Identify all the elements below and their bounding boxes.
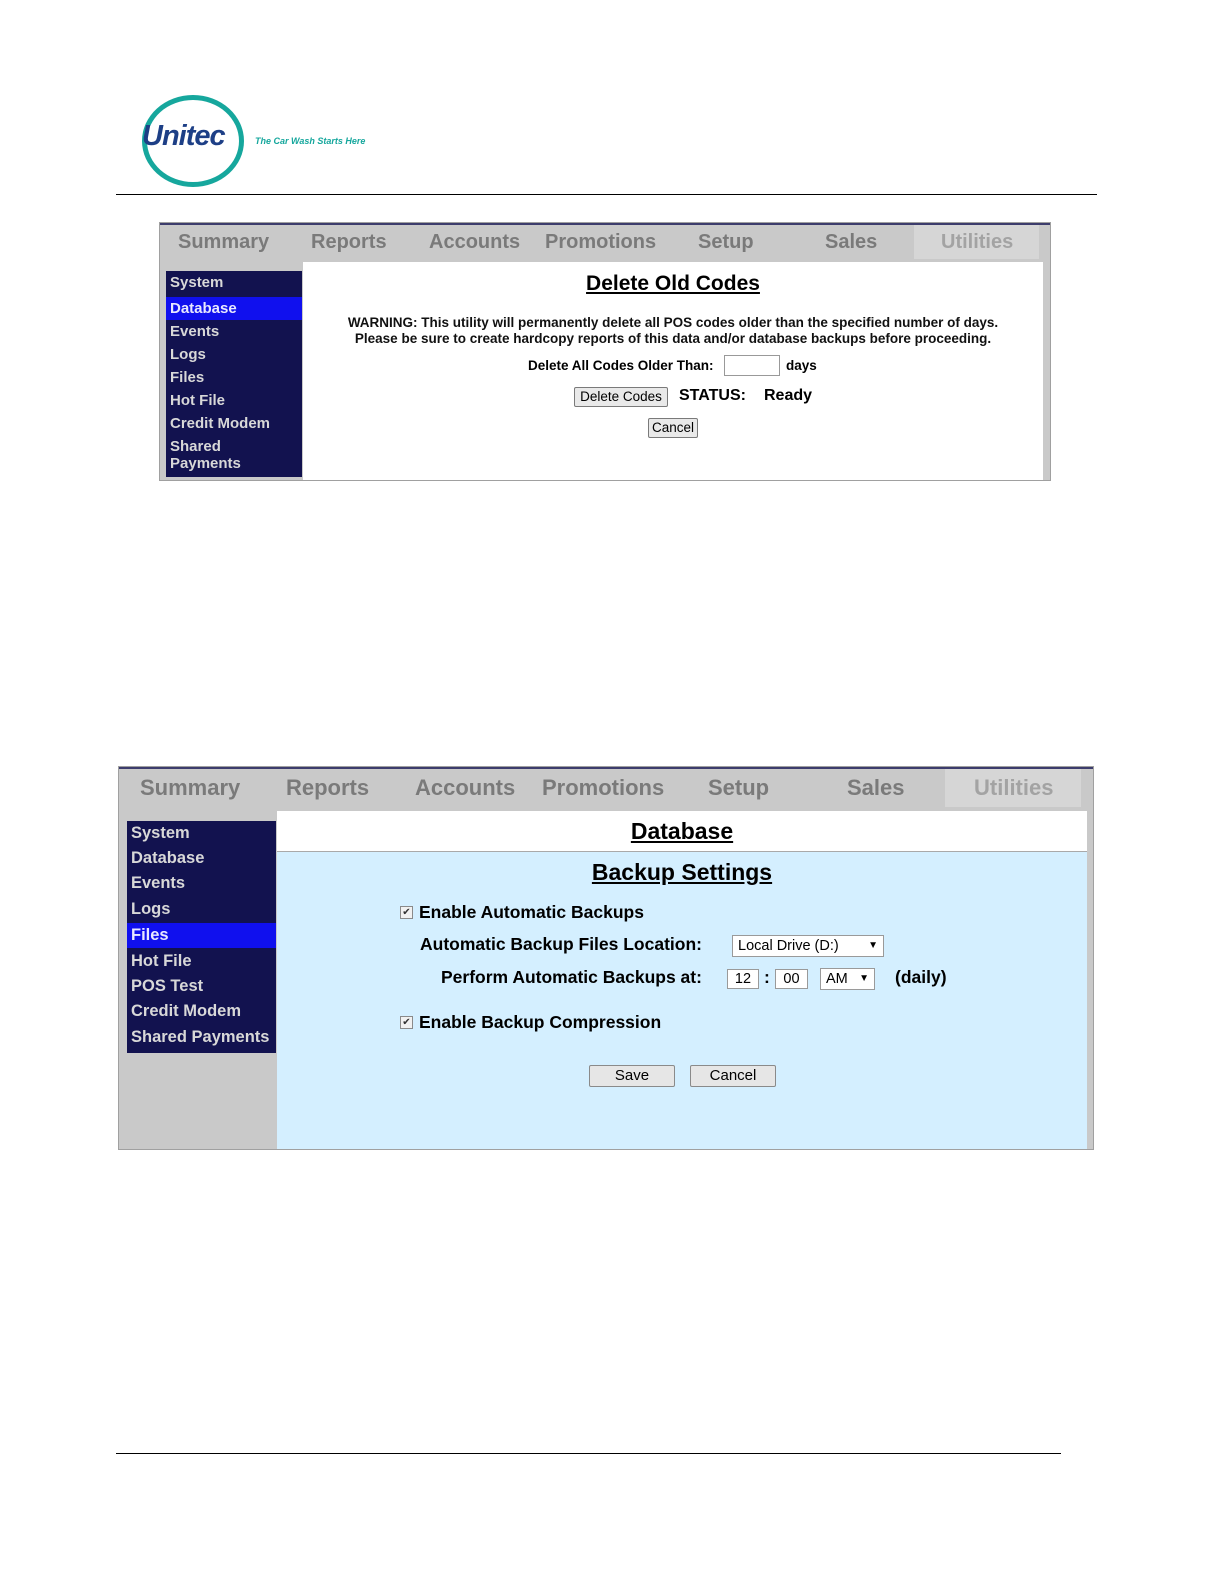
tab-setup[interactable]: Setup	[708, 775, 770, 800]
sidebar-item-system[interactable]: System	[131, 824, 190, 842]
page-title	[277, 811, 1087, 852]
tab-sales[interactable]: Sales	[847, 775, 905, 800]
tab-utilities[interactable]: Utilities	[914, 225, 1039, 259]
daily-label: (daily)	[895, 967, 947, 987]
sidebar-item-hot-file[interactable]: Hot File	[170, 392, 225, 409]
hour-input[interactable]: 12	[727, 969, 759, 989]
tab-promotions[interactable]: Promotions	[545, 231, 657, 253]
sidebar-item-credit-modem[interactable]: Credit Modem	[170, 415, 271, 432]
save-button[interactable]: Save	[589, 1065, 675, 1087]
sidebar-item-pos-test[interactable]: POS Test	[131, 977, 204, 995]
tab-bar	[160, 223, 1050, 259]
enable-backups-label: Enable Automatic Backups	[419, 902, 644, 922]
logo-tagline: The Car Wash Starts Here	[255, 136, 366, 146]
location-label: Automatic Backup Files Location:	[420, 934, 702, 954]
sidebar-item-logs[interactable]: Logs	[131, 900, 171, 918]
ampm-select-value: AM	[826, 971, 848, 987]
location-select-value: Local Drive (D:)	[738, 938, 839, 954]
sidebar-item-shared-payments[interactable]: Shared Payments	[131, 1028, 270, 1046]
tab-accounts[interactable]: Accounts	[415, 775, 516, 800]
days-unit-label: days	[786, 358, 817, 373]
footer-rule	[116, 1453, 1061, 1454]
enable-backups-checkbox[interactable]: ✔	[400, 906, 413, 919]
warning-text-line1: WARNING: This utility will permanently delete all POS codes older than the specified number of days.	[347, 315, 999, 330]
sidebar-item-hot-file[interactable]: Hot File	[131, 952, 192, 970]
tab-utilities[interactable]: Utilities	[945, 769, 1081, 807]
tab-bar	[119, 767, 1093, 803]
older-than-label: Delete All Codes Older Than:	[528, 358, 714, 373]
backup-settings-screenshot	[118, 766, 1094, 1150]
sidebar-item-credit-modem[interactable]: Credit Modem	[131, 1002, 242, 1020]
section-title-text: Backup Settings	[591, 859, 773, 885]
sidebar-item-logs[interactable]: Logs	[170, 346, 206, 363]
tab-promotions[interactable]: Promotions	[542, 775, 665, 800]
tab-reports[interactable]: Reports	[286, 775, 370, 800]
sidebar-item-system[interactable]: System	[170, 274, 224, 291]
days-input[interactable]	[724, 355, 780, 376]
sidebar-nav	[127, 821, 276, 1053]
dropdown-arrow-icon: ▼	[859, 973, 869, 984]
tab-reports[interactable]: Reports	[311, 231, 387, 253]
enable-compression-checkbox[interactable]: ✔	[400, 1016, 413, 1029]
cancel-button[interactable]: Cancel	[690, 1065, 776, 1087]
page-title-text: Database	[630, 818, 734, 844]
time-separator: :	[764, 967, 770, 987]
sidebar-item-database[interactable]: Database	[131, 849, 205, 867]
delete-codes-button[interactable]: Delete Codes	[574, 387, 668, 407]
unitec-logo	[138, 92, 378, 192]
status-value: Ready	[764, 387, 813, 404]
logo-text: Unitec	[142, 120, 225, 152]
sidebar-item-files[interactable]: Files	[170, 369, 205, 386]
warning-text-line2: Please be sure to create hardcopy reports of this data and/or database backups before proceeding.	[354, 331, 992, 346]
sidebar-item-files[interactable]: Files	[127, 923, 276, 948]
sidebar-item-events[interactable]: Events	[170, 323, 220, 340]
status-label: STATUS:	[679, 387, 746, 404]
cancel-button[interactable]: Cancel	[648, 418, 698, 438]
section-title	[277, 859, 1087, 886]
location-select[interactable]	[732, 935, 884, 957]
sidebar-nav	[166, 271, 302, 477]
tab-setup[interactable]: Setup	[698, 231, 754, 253]
tab-accounts[interactable]: Accounts	[429, 231, 521, 253]
header-rule	[116, 194, 1097, 195]
content-pane	[303, 262, 1043, 481]
sidebar-item-shared-payments[interactable]: Shared Payments	[170, 438, 241, 472]
minute-input[interactable]: 00	[775, 969, 808, 989]
tab-sales[interactable]: Sales	[825, 231, 878, 253]
perform-label: Perform Automatic Backups at:	[441, 967, 702, 987]
page-title: Delete Old Codes	[586, 272, 760, 295]
dropdown-arrow-icon: ▼	[868, 940, 878, 951]
delete-old-codes-screenshot	[159, 222, 1051, 481]
tab-summary[interactable]: Summary	[178, 231, 270, 253]
sidebar-item-database[interactable]: Database	[166, 297, 302, 320]
sidebar-item-events[interactable]: Events	[131, 874, 186, 892]
enable-compression-label: Enable Backup Compression	[419, 1012, 662, 1032]
ampm-select[interactable]	[820, 968, 875, 990]
tab-summary[interactable]: Summary	[140, 775, 241, 800]
content-pane	[277, 811, 1087, 1150]
